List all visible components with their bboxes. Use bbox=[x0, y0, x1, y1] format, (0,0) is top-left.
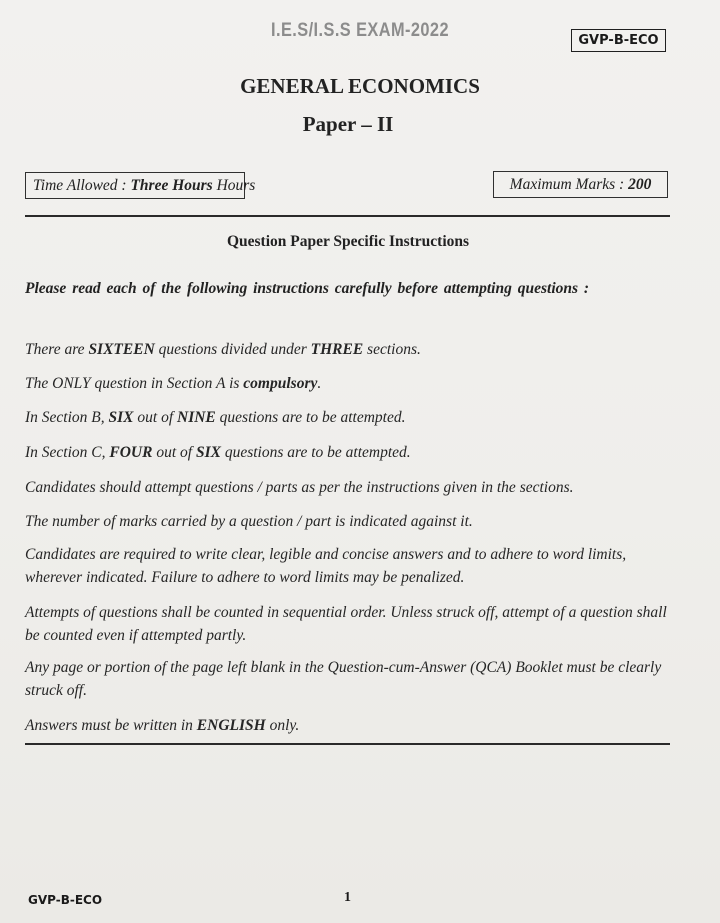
subject-title: GENERAL ECONOMICS bbox=[240, 74, 480, 98]
instruction-5: Candidates should attempt questions / parts as per the instructions given in the sections. bbox=[25, 479, 574, 496]
paper-number: Paper – II bbox=[302, 112, 394, 136]
instruction-3: In Section B, SIX out of NINE questions are to be attempted. bbox=[25, 409, 406, 426]
footer-paper-code: GVP-B-ECO bbox=[28, 893, 103, 907]
time-allowed-value: Three Hours bbox=[130, 177, 213, 194]
maximum-marks-value: 200 bbox=[628, 176, 652, 193]
bottom-divider bbox=[25, 743, 670, 745]
maximum-marks-label: Maximum Marks : bbox=[509, 176, 629, 193]
time-allowed-unit: Hours bbox=[216, 177, 256, 194]
instruction-9: Any page or portion of the page left blank in the Question-cum-Answer (QCA) Booklet must be clearly struck off. bbox=[25, 659, 662, 699]
instruction-4: In Section C, FOUR out of SIX questions are to be attempted. bbox=[25, 444, 411, 461]
paper-code-box: GVP-B-ECO bbox=[571, 29, 666, 52]
instruction-8: Attempts of questions shall be counted in sequential order. Unless struck off, attempt of a question shall be counted even if attempted partly. bbox=[25, 604, 667, 644]
top-divider bbox=[25, 215, 670, 217]
instruction-10: Answers must be written in ENGLISH only. bbox=[25, 717, 300, 734]
instruction-6: The number of marks carried by a question / part is indicated against it. bbox=[25, 513, 473, 530]
instruction-7: Candidates are required to write clear, legible and concise answers and to adhere to word limits, wherever indicated. Failure to adhere to word limits may be penalized. bbox=[25, 546, 627, 586]
instruction-1: There are SIXTEEN questions divided under THREE sections. bbox=[25, 341, 421, 358]
time-allowed-box bbox=[25, 172, 256, 199]
page-number: 1 bbox=[344, 890, 351, 905]
exam-title: I.E.S/I.S.S EXAM-2022 bbox=[271, 20, 449, 41]
time-allowed-label: Time Allowed : bbox=[33, 177, 131, 194]
instructions-heading: Question Paper Specific Instructions bbox=[226, 233, 470, 250]
instructions-lead: Please read each of the following instructions carefully before attempting questions : bbox=[25, 280, 590, 297]
instruction-2: The ONLY question in Section A is compulsory. bbox=[25, 375, 322, 392]
maximum-marks-box bbox=[493, 171, 668, 198]
